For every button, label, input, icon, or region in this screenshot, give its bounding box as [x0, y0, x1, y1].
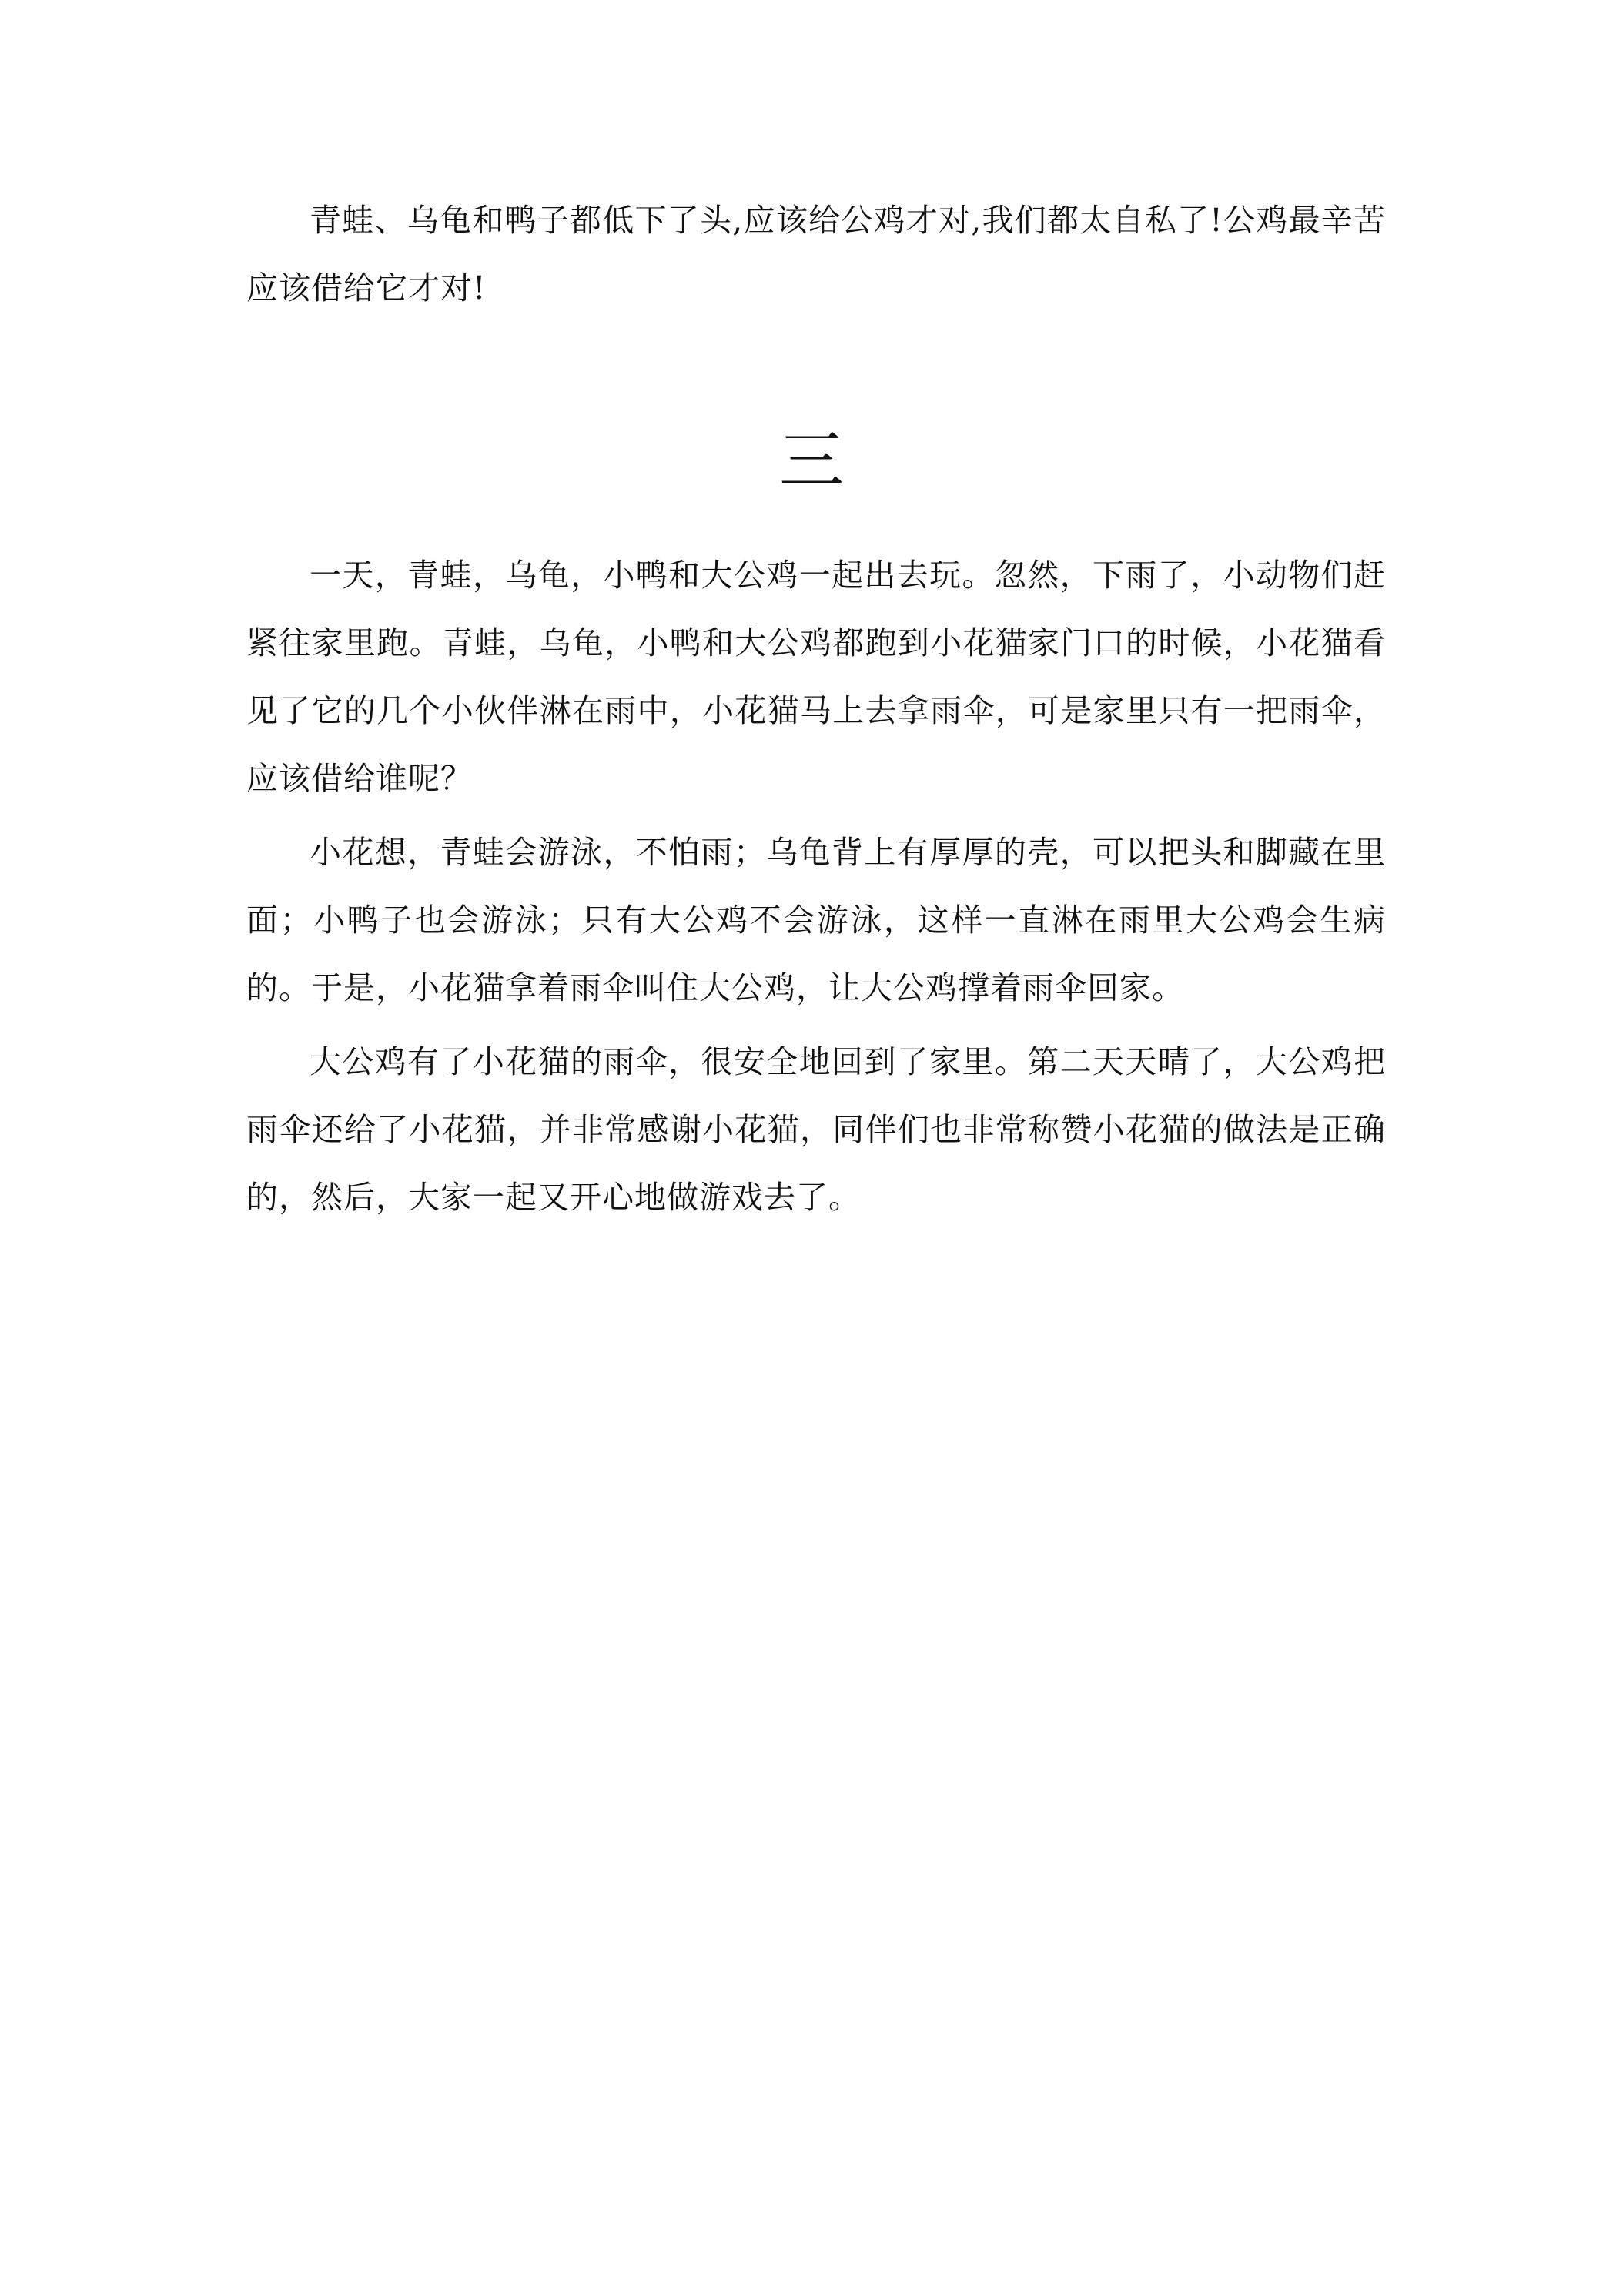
- intro-paragraph: 青蛙、乌龟和鸭子都低下了头,应该给公鸡才对,我们都太自私了!公鸡最辛苦应该借给它才对!: [246, 202, 1386, 306]
- story-section: [246, 541, 1386, 1231]
- story-paragraph-1: 一天，青蛙，乌龟，小鸭和大公鸡一起出去玩。忽然，下雨了，小动物们赶紧往家里跑。青蛙，乌龟，小鸭和大公鸡都跑到小花猫家门口的时候，小花猫看见了它的几个小伙伴淋在雨中，小花猫马上去拿雨伞，可是家里只有一把雨伞，应该借给谁呢？: [246, 557, 1386, 797]
- section-heading: 三: [778, 423, 844, 498]
- story-paragraph-2: 小花想，青蛙会游泳，不怕雨；乌龟背上有厚厚的壳，可以把头和脚藏在里面；小鸭子也会游泳；只有大公鸡不会游泳，这样一直淋在雨里大公鸡会生病的。于是，小花猫拿着雨伞叫住大公鸡，让大公鸡撑着雨伞回家。: [246, 834, 1386, 1006]
- intro-section: [246, 186, 1386, 322]
- story-paragraph-3: 大公鸡有了小花猫的雨伞，很安全地回到了家里。第二天天晴了，大公鸡把雨伞还给了小花猫，并非常感谢小花猫，同伴们也非常称赞小花猫的做法是正确的，然后，大家一起又开心地做游戏去了。: [246, 1043, 1386, 1216]
